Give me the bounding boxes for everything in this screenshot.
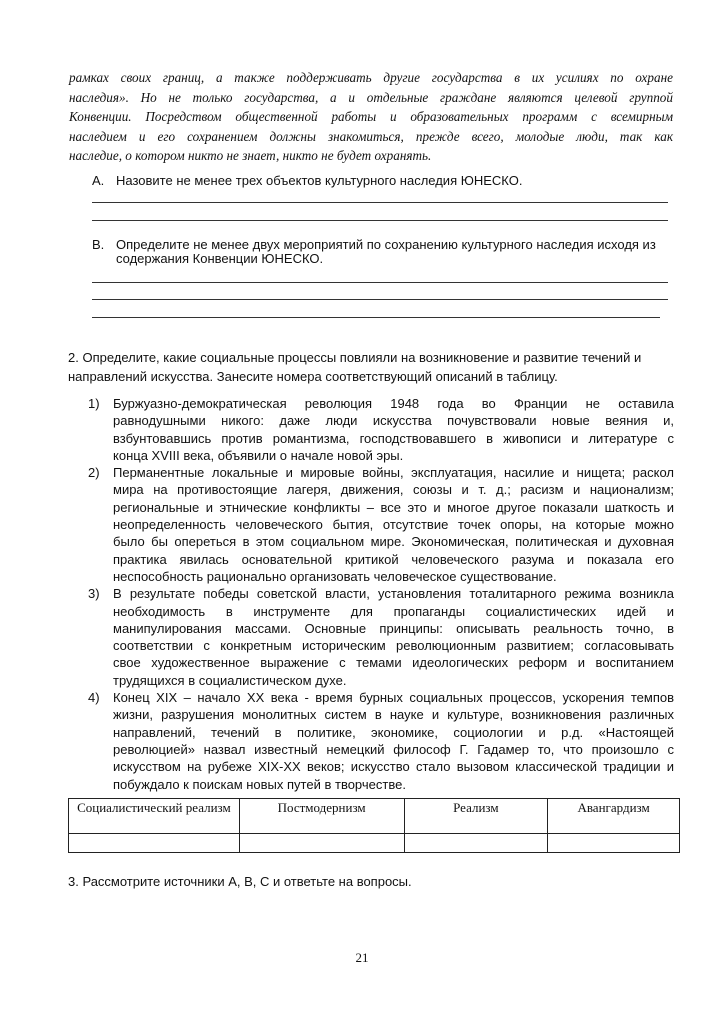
question-b-label: B. <box>92 237 105 252</box>
page-number: 21 <box>355 950 369 965</box>
item-line: необходимость в инструменте для пропаганды социалистических идей и <box>113 603 674 619</box>
answer-line[interactable] <box>92 317 660 318</box>
answer-line[interactable] <box>92 202 668 203</box>
item-line: трудящихся в социалистическом духе. <box>113 672 347 688</box>
answer-cell[interactable] <box>239 834 404 853</box>
item-line: соответствии с конкретным историческим революционным развитием; согласовывать <box>113 638 674 654</box>
item-line: искусством на рубеже XIX-XX веков; искусство стало вызовом классической традиции и <box>113 759 674 775</box>
item-line: конца XVIII века, объявили о начале новой эры. <box>113 447 404 463</box>
item-number: 3) <box>88 586 100 602</box>
item-number: 2) <box>88 465 100 481</box>
intro-paragraph <box>69 68 673 166</box>
table-answer-row <box>69 834 680 853</box>
list-item <box>88 395 674 464</box>
question-b-text-cont: содержания Конвенции ЮНЕСКО. <box>116 251 324 266</box>
item-line: направлений, течений в политике, экономике, социологии и р.д. «Настоящей <box>113 724 674 740</box>
task-2-line: 2. Определите, какие социальные процессы повлияли на возникновение и развитие течений и <box>68 350 642 365</box>
table-header-cell: Авангардизм <box>548 799 680 834</box>
task-2-line: направлений искусства. Занесите номера соответствующий описаний в таблицу. <box>68 369 558 384</box>
answer-cell[interactable] <box>548 834 680 853</box>
task-3-heading: 3. Рассмотрите источники A, B, C и ответьте на вопросы. <box>68 874 412 889</box>
question-a-label: A. <box>92 173 105 188</box>
item-number: 1) <box>88 396 100 411</box>
item-line: неопределенность человеческого бытия, отсутствие точек опоры, на которые можно <box>113 517 674 533</box>
item-line: революцией» назвал известный немецкий философ Г. Гадамер то, что произошло с <box>113 741 674 757</box>
item-line: взбунтовавшись против романтизма, господствовавшего в живописи и литературе с <box>113 430 674 446</box>
intro-line: Конвенции. Посредством общественной работы и образовательных программ с всемирным <box>69 109 673 125</box>
list-item <box>88 689 674 793</box>
item-number: 4) <box>88 690 100 706</box>
item-line: региональные и этнические конфликты – все это и многое другое показали шаткость и <box>113 499 674 515</box>
answer-line[interactable] <box>92 282 668 283</box>
intro-line: наследия». Но не только государства, а и отдельные граждане являются целевой группой <box>69 89 673 105</box>
answer-table <box>68 798 680 853</box>
item-line: побуждало к поискам новых путей в творчестве. <box>113 776 406 792</box>
intro-line: наследие, о котором никто не знает, никто не будет охранять. <box>69 148 432 164</box>
question-a <box>92 172 522 189</box>
answer-cell[interactable] <box>69 834 240 853</box>
answer-line[interactable] <box>92 220 668 221</box>
item-line: практика явилась основательной критикой человеческого разума и показала его <box>113 551 674 567</box>
item-line: жизни, разрушения монолитных систем в науке и культуре, возникновения различных <box>113 707 674 723</box>
list-item <box>88 585 674 689</box>
item-line: Буржуазно-демократическая революция 1948 года во Франции не оставила <box>113 396 674 411</box>
item-line: равнодушными никого: даже люди искусства почувствовали новые веяния и, <box>113 413 674 429</box>
item-line: неспособность рационально организовать человеческое существование. <box>113 568 557 584</box>
table-header-cell: Постмодернизм <box>239 799 404 834</box>
item-line: Перманентные локальные и мировые войны, эксплуатация, насилие и нищета; раскол <box>113 465 674 481</box>
table-header-row <box>69 799 680 834</box>
question-b-text: Определите не менее двух мероприятий по сохранению культурного наследия исходя из <box>116 237 656 252</box>
table-header-cell: Социалистический реализм <box>69 799 240 834</box>
answer-line[interactable] <box>92 299 668 300</box>
task-2-heading <box>68 348 668 386</box>
description-list <box>88 395 674 793</box>
item-line: В результате победы советской власти, установления тоталитарного режима возникла <box>113 586 674 602</box>
item-line: манипулирования массами. Основные принципы: описывать реальность точно, в <box>113 620 674 636</box>
table-header-cell: Реализм <box>404 799 548 834</box>
intro-line: наследием и его сохранением должны знакомиться, прежде всего, молодые люди, так как <box>69 128 673 144</box>
answer-cell[interactable] <box>404 834 548 853</box>
item-line: мира на противостоящие лагеря, движения, союзы и т. д.; расизм и национализм; <box>113 482 674 498</box>
intro-line: рамках своих границ, а также поддерживать другие государства в их усилиях по охране <box>69 70 673 85</box>
item-line: свое художественное выражение с темами идеологических реформ и воспитанием <box>113 655 674 671</box>
question-a-text: Назовите не менее трех объектов культурного наследия ЮНЕСКО. <box>116 173 523 188</box>
list-item <box>88 464 674 585</box>
item-line: было бы опереться в этом социальном мире. Экономическая, политическая и духовная <box>113 534 674 550</box>
item-line: Конец XIX – начало XX века - время бурных социальных процессов, ускорения темпов <box>113 690 674 706</box>
